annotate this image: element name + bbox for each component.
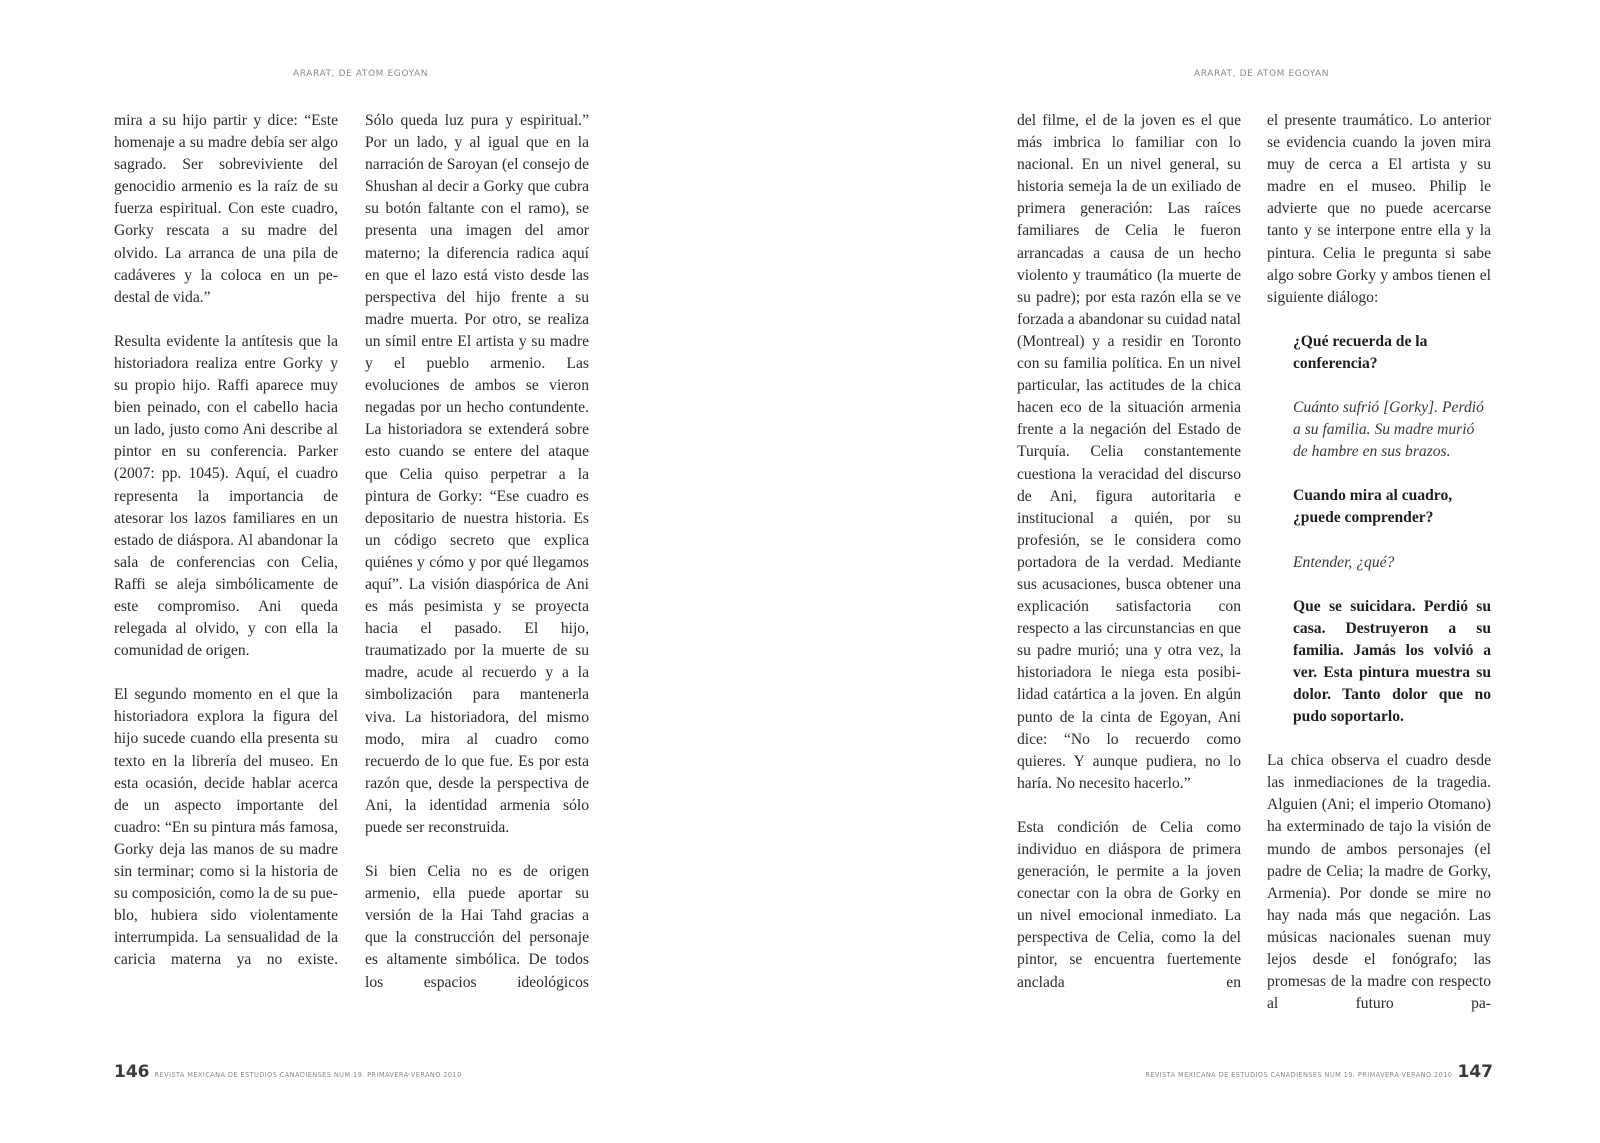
right-col1-paragraph-2: Esta condición de Celia como individuo en diáspora de primera generación, le permite a la joven conectar con la obra de Gorky en un nivel emocional inmediato. La perspectiva de Celia, como la del pintor, se encuentra fuertemente anclada en: [1017, 818, 1241, 991]
right-col2-outro: La chica observa el cuadro desde las inmediaciones de la tragedia. Alguien (Ani; el imperio Otomano) ha exterminado de tajo la visión de mundo de ambos personajes (el padre de Celia; la madre de Gorky, Armenia). Por donde se mire no hay nada más que negación. Las músicas nacionales suenan muy lejos desde el fonógrafo; las promesas de la madre con respecto al futuro pa-: [1267, 752, 1491, 1013]
left-col2-paragraph-2: Si bien Celia no es de origen armenio, ella puede aportar su versión de la Hai Tahd gracias a que la construcción del personaje es altamente simbólica. De todos los espacios ideológicos: [365, 863, 589, 991]
dialogue-block: [1293, 331, 1491, 728]
right-folio: [1145, 1062, 1493, 1082]
right-running-head: ARARAT, DE ATOM EGOYAN: [1194, 69, 1330, 79]
right-page-number: 147: [1457, 1062, 1493, 1082]
left-col2-paragraph-1: Sólo queda luz pura y espiritual.” Por un lado, y al igual que en la narración de Saroyan (el consejo de Shushan al decir a Gorky que cubra su botón faltante con el ramo), se presenta una imagen del amor materno; la diferencia radica aquí en que el lazo está visto desde las perspectiva del hijo frente a su madre muerta. Por otro, se realiza un símil entre El artista y su madre y el pueblo armenio. Las evoluciones de ambos se vieron negadas por un hecho contundente. La historiadora se extenderá sobre esto cuando se entere del ataque que Celia quiso perpetrar a la pintura de Gorky: “Ese cuadro es depositario de nuestra historia. Es un código secreto que explica quiénes y cómo y por qué llegamos aquí”. La visión diaspórica de Ani es más pesimista y se proyecta hacia el pasado. El hijo, traumatizado por la muerte de su madre, acude al recuerdo y a la simbolización para mantenerla viva. La historiadora, del mismo modo, mira al cuadro como recuerdo de lo que fue. Es por esta razón que, desde la perspectiva de Ani, la identidad armenia sólo puede ser reconstruida.: [365, 112, 589, 836]
right-column-2: [1267, 110, 1491, 1037]
left-folio: [114, 1062, 462, 1082]
left-col1-paragraph-3: El segundo momento en el que la historiadora explora la figura del hijo sucede cuando ella presenta su texto en la librería del museo. En esta ocasión, decide hablar acerca de un aspecto importante del cuadro: “En su pintura más famosa, Gorky deja las manos de su madre sin terminar; como si la historia de su composición, como la de su pueblo, hubiera sido violentamente interrumpida. La sensualidad de la caricia materna ya no existe.: [114, 686, 338, 969]
dialogue-question-2: Cuando mira al cuadro, ¿puede comprender?: [1293, 487, 1453, 527]
left-running-head: ARARAT, DE ATOM EGOYAN: [293, 69, 429, 79]
left-page-number: 146: [114, 1062, 150, 1082]
right-col2-intro: el presente traumático. Lo anterior se evidencia cuando la joven mira muy de cerca a El artista y su madre en el museo. Philip le advierte que no puede acercarse tanto y se interpone entre ella y la pintura. Celia le pregunta si sabe algo sobre Gorky y ambos tienen el siguiente diálogo:: [1267, 112, 1491, 306]
left-column-1: [114, 110, 338, 993]
dialogue-question-1: ¿Qué recuerda de la conferencia?: [1293, 332, 1428, 372]
left-column-2: [365, 110, 589, 1016]
left-col1-paragraph-1: mira a su hijo partir y dice: “Este homenaje a su madre debía ser algo sagrado. Ser sobreviviente del genocidio armenio es la raíz de su fuerza espiritual. Con este cuadro, Gorky rescata a su madre del olvido. La arranca de una pila de cadáveres y la coloca en un pedestal de vida.”: [114, 112, 338, 306]
left-journal-title: REVISTA MEXICANA DE ESTUDIOS CANADIENSES NUM 19. PRIMAVERA-VERANO 2010: [154, 1071, 462, 1079]
right-col1-paragraph-1: del filme, el de la joven es el que más imbrica lo familiar con lo nacional. En un nivel general, su historia semeja la de un exiliado de primera generación: Las raíces familiares de Celia le fueron arrancadas a causa de un hecho violento y traumático (la muerte de su padre); por esta razón ella se ve forzada a abandonar su cuidad natal (Montreal) y a residir en Toronto con su familia política. En un nivel particular, las actitudes de la chica hacen eco de la situación armenia frente a la negación del Estado de Turquía. Celia constantemente cuestiona la veracidad del discurso de Ani, figura autoritaria e institucional a quién, por su profesión, se le considera como portadora de la verdad. Mediante sus acusaciones, busca obtener una explicación satisfactoria con respecto a las circunstancias en que su padre murió; una y otra vez, la historiadora le niega esta posibilidad catártica a la joven. En algún punto de la cinta de Egoyan, Ani dice: “No lo recuerdo como quieres. Y aunque pudiera, no lo haría. No necesito hacerlo.”: [1017, 112, 1241, 792]
dialogue-question-3: Que se suicidara. Perdió su casa. Destruyeron a su familia. Jamás los volvió a ver. Esta pintura muestra su dolor. Tanto dolor que no pudo soportarlo.: [1293, 597, 1491, 726]
dialogue-answer-1: Cuánto sufrió [Gorky]. Perdió a su familia. Su madre murió de hambre en sus brazos.: [1293, 399, 1484, 461]
right-column-1: [1017, 110, 1241, 1016]
dialogue-answer-2: Entender, ¿qué?: [1293, 553, 1395, 571]
right-journal-title: REVISTA MEXICANA DE ESTUDIOS CANADIENSES NUM 19. PRIMAVERA-VERANO 2010: [1145, 1071, 1453, 1079]
left-col1-paragraph-2: Resulta evidente la antítesis que la historiadora realiza entre Gorky y su propio hijo. Raffi aparece muy bien peinado, con el cabello hacia un lado, justo como Ani describe al pintor en su conferencia. Parker (2007: pp. 1045). Aquí, el cuadro representa la importancia de atesorar los lazos familiares en un estado de diáspora. Al abandonar la sala de conferencias con Celia, Raffi se aleja simbólicamente de este compromiso. Ani queda relegada al olvido, y con ella la comunidad de origen.: [114, 332, 338, 660]
